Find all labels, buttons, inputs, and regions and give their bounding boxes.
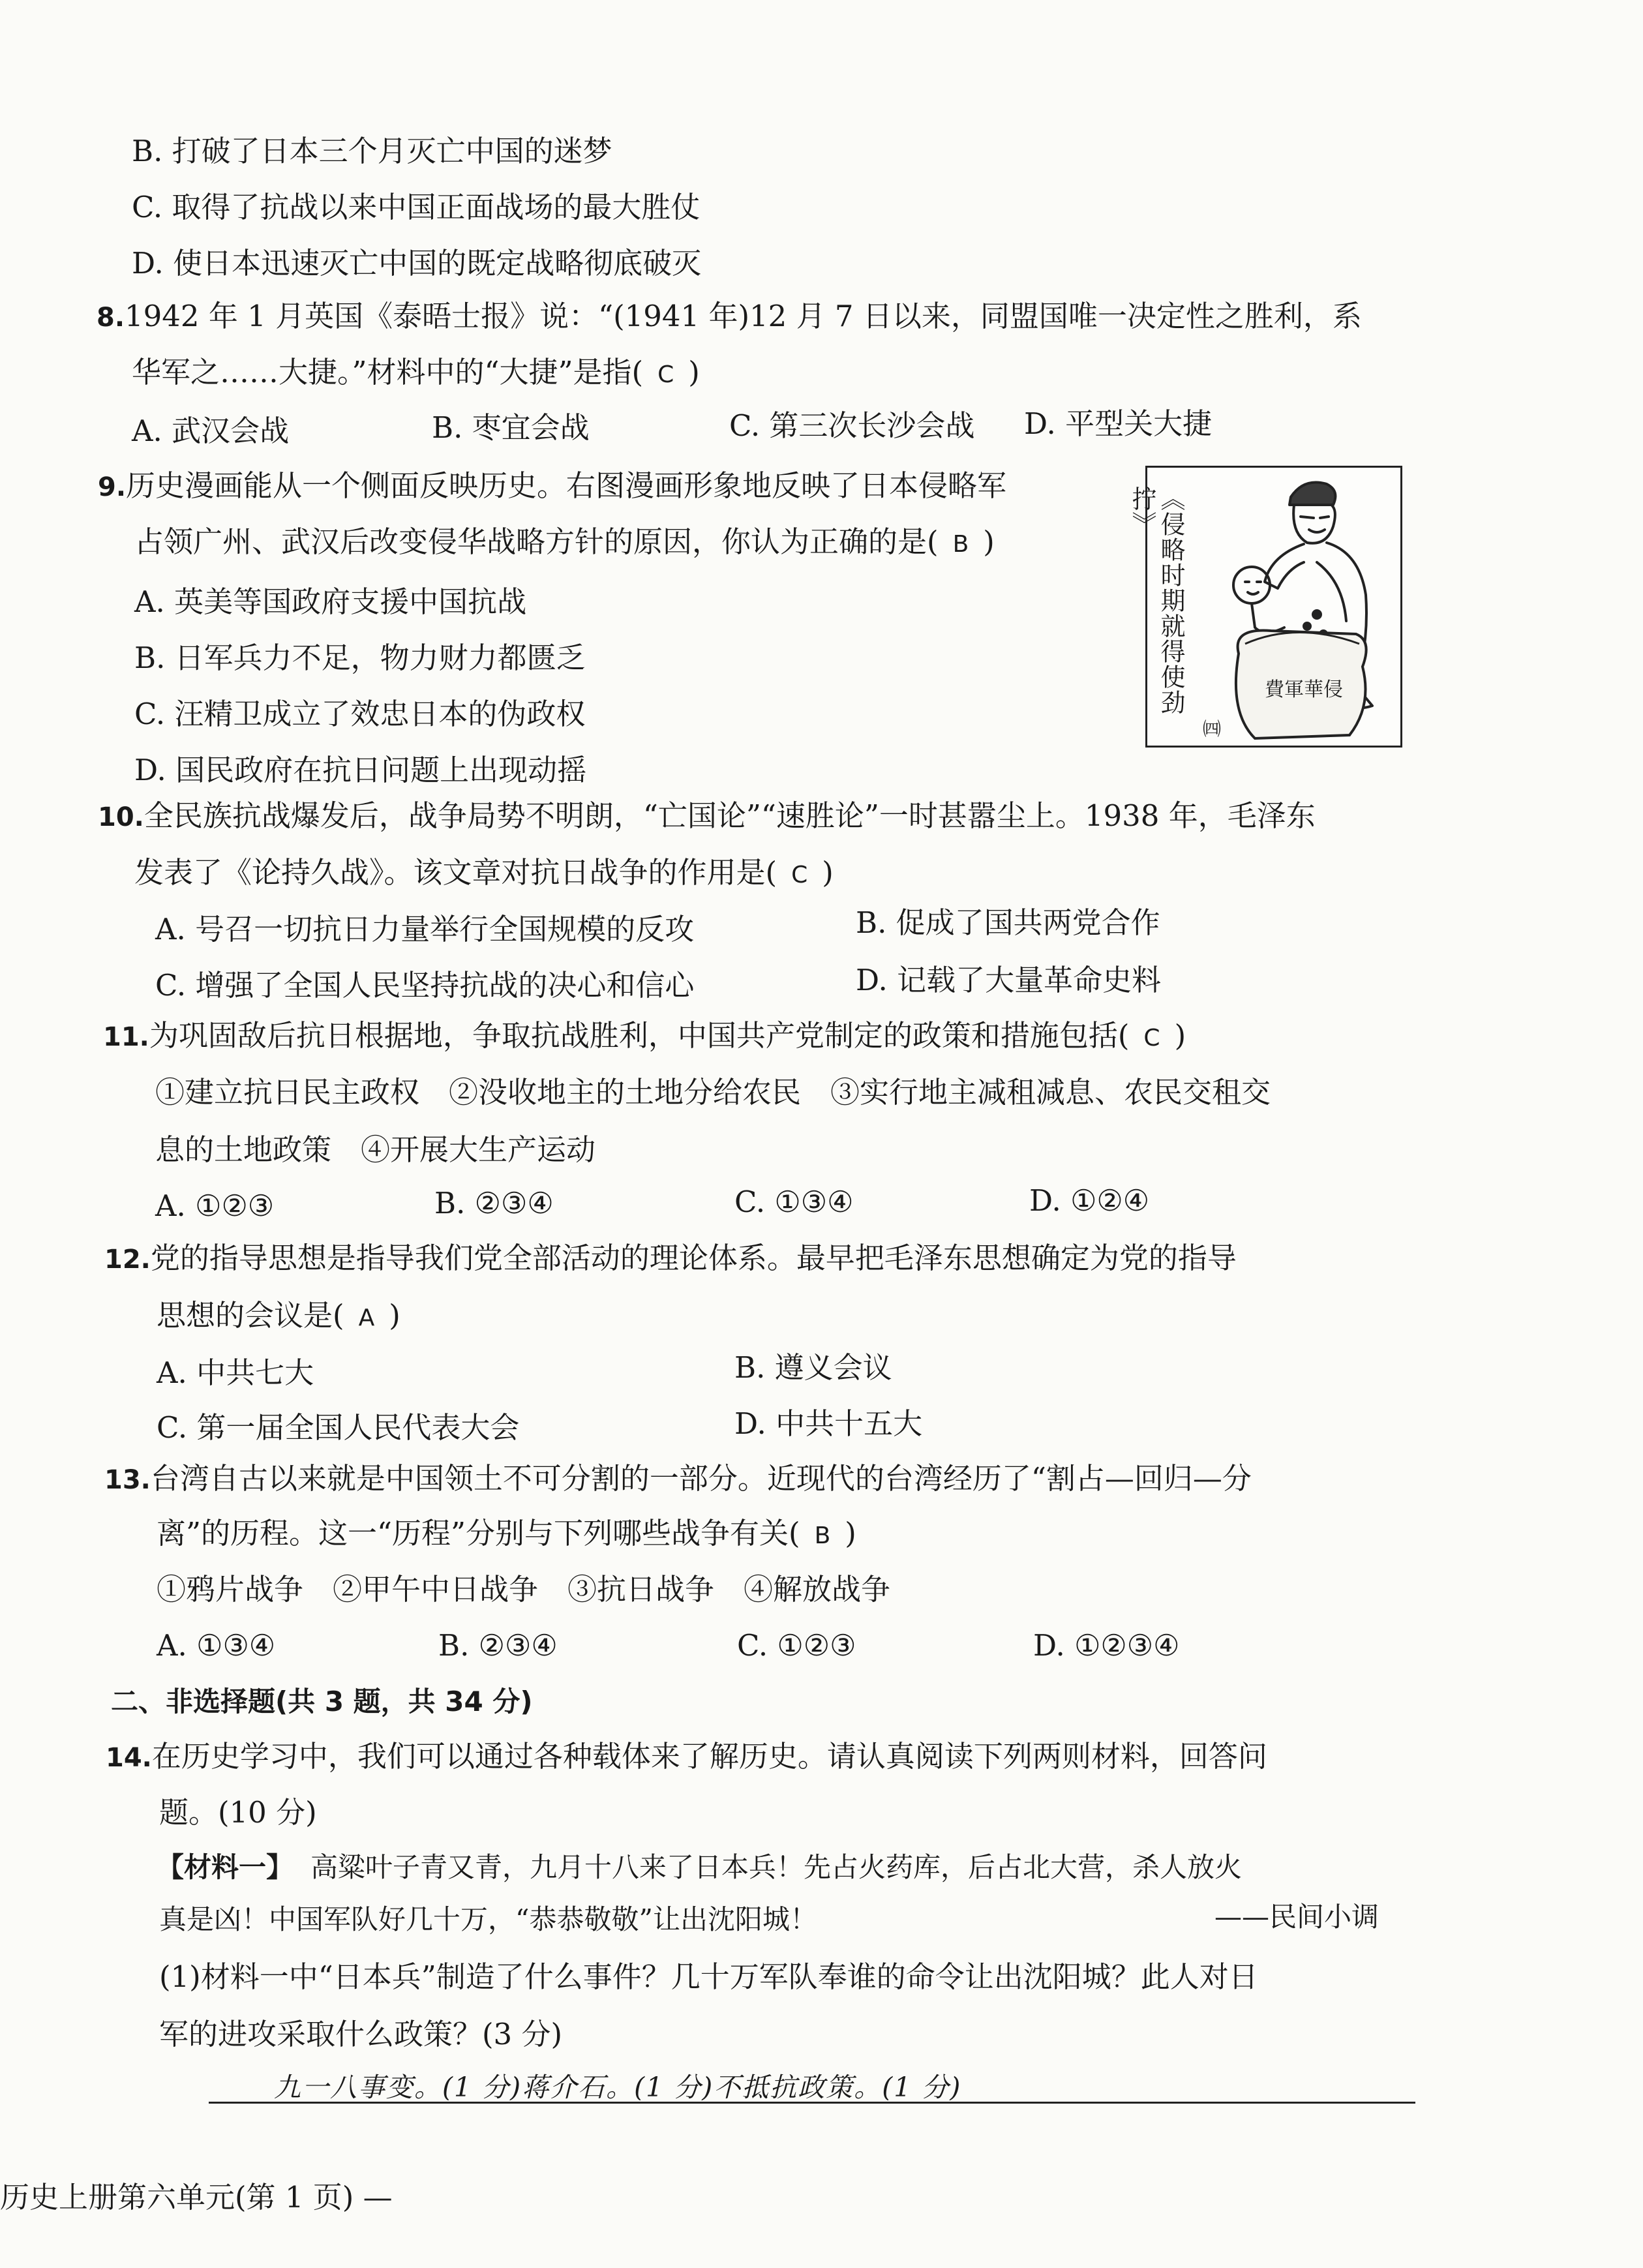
q8-option-b: B. 枣宜会战	[432, 410, 590, 445]
q13-text: 台湾自古以来就是中国领土不可分割的一部分。近现代的台湾经历了“割占—回归—分	[150, 1461, 1252, 1496]
q13-option-b: B. ②③④	[438, 1628, 558, 1663]
q8-option-a: A. 武汉会战	[132, 414, 290, 448]
q9-close: )	[983, 524, 995, 559]
q11-items-line1: ①建立抗日民主政权 ②没收地主的土地分给农民 ③实行地主减租减息、农民交租交	[155, 1075, 1271, 1110]
material1-text: 高粱叶子青又青，九月十八来了日本兵！先占火药库，后占北大营，杀人放火	[310, 1851, 1243, 1883]
q12-text-2: 思想的会议是(	[157, 1298, 344, 1333]
q12-option-c: C. 第一届全国人民代表大会	[157, 1410, 520, 1445]
material1-line1	[157, 1851, 1243, 1883]
q7-option-d: D. 使日本迅速灭亡中国的既定战略彻底破灭	[132, 246, 702, 280]
q13-option-a: A. ①③④	[157, 1628, 276, 1663]
q12-close: )	[389, 1298, 400, 1333]
q9-answer: B	[952, 531, 969, 558]
q12-stem-line1	[104, 1243, 1237, 1273]
q13-number: 13.	[104, 1465, 151, 1495]
cartoon-drawing	[1193, 471, 1402, 745]
q12-answer: A	[358, 1305, 375, 1331]
q14-stem-line1	[106, 1739, 1267, 1774]
q8-number: 8.	[97, 303, 125, 333]
q13-option-c: C. ①②③	[737, 1628, 856, 1663]
q11-answer: C	[1143, 1025, 1160, 1051]
q7-option-b: B. 打破了日本三个月灭亡中国的迷梦	[132, 134, 612, 168]
cartoon-bag-label: 費軍華侵	[1265, 678, 1343, 701]
q12-option-d: D. 中共十五大	[734, 1406, 923, 1441]
q14-stem-line2: 题。(10 分)	[159, 1795, 317, 1830]
material1-label: 【材料一】	[157, 1851, 294, 1883]
q13-text-2: 离”的历程。这一“历程”分别与下列哪些战争有关(	[157, 1516, 800, 1550]
q10-option-d: D. 记载了大量革命史料	[856, 963, 1162, 997]
q10-option-a: A. 号召一切抗日力量举行全国规模的反攻	[155, 912, 695, 946]
q8-answer: C	[657, 361, 674, 388]
q11-option-d: D. ①②④	[1029, 1183, 1150, 1218]
q12-stem-line2	[157, 1298, 400, 1333]
q9-stem-line1	[98, 468, 1007, 503]
cartoon-corner-mark: ㈣	[1203, 718, 1222, 740]
q9-text-2: 占领广州、武汉后改变侵华战略方针的原因，你认为正确的是(	[134, 524, 939, 559]
q11-option-c: C. ①③④	[734, 1185, 854, 1219]
q10-number: 10.	[98, 802, 144, 832]
page-footer: 历史上册第六单元(第 1 页) —	[0, 2180, 393, 2215]
q13-items: ①鸦片战争 ②甲午中日战争 ③抗日战争 ④解放战争	[157, 1572, 891, 1607]
q13-close: )	[845, 1516, 856, 1550]
q8-stem-line2	[132, 357, 700, 387]
q13-stem-line2	[157, 1516, 856, 1550]
material1-source: ——民间小调	[1214, 1901, 1379, 1933]
q10-text: 全民族抗战爆发后，战争局势不明朗，“亡国论”“速胜论”一时甚嚣尘上。1938 年，毛泽东	[143, 798, 1316, 833]
q10-answer: C	[791, 862, 808, 888]
q8-option-d: D. 平型关大捷	[1024, 406, 1213, 441]
q9-text: 历史漫画能从一个侧面反映历史。右图漫画形象地反映了日本侵略军	[126, 468, 1007, 503]
q12-number: 12.	[104, 1245, 151, 1275]
q10-text-2: 发表了《论持久战》。该文章对抗日战争的作用是(	[134, 855, 777, 890]
q11-option-b: B. ②③④	[434, 1186, 554, 1220]
q10-stem-line2	[134, 855, 834, 890]
q9-option-d: D. 国民政府在抗日问题上出现动摇	[134, 753, 587, 787]
q9-option-a: A. 英美等国政府支援中国抗战	[134, 584, 527, 619]
q8-option-c: C. 第三次长沙会战	[729, 408, 975, 443]
q9-option-b: B. 日军兵力不足，物力财力都匮乏	[134, 641, 586, 675]
q13-stem-line1	[104, 1461, 1252, 1496]
q11-text: 为巩固敌后抗日根据地，争取抗战胜利，中国共产党制定的政策和措施包括(	[149, 1018, 1130, 1053]
material1-line2: 真是凶！中国军队好几十万，“恭恭敬敬”让出沈阳城！	[159, 1903, 817, 1935]
section-heading: 二、非选择题(共 3 题，共 34 分)	[111, 1686, 533, 1717]
q8-text-2: 华军之……大捷。”材料中的“大捷”是指(	[132, 355, 644, 389]
q8-text: 1942 年 1 月英国《泰晤士报》说：“(1941 年)12 月 7 日以来，同盟国唯一决定性之胜利，系	[125, 299, 1362, 333]
q11-option-a: A. ①②③	[155, 1188, 275, 1223]
answer-line	[209, 2102, 1415, 2104]
q11-items-line2: 息的土地政策 ④开展大生产运动	[155, 1132, 596, 1167]
q14-sub1-line1: (1)材料一中“日本兵”制造了什么事件？几十万军队奉谁的命令让出沈阳城？此人对日	[159, 1959, 1258, 1994]
q14-number: 14.	[106, 1743, 152, 1773]
q12-text: 党的指导思想是指导我们党全部活动的理论体系。最早把毛泽东思想确定为党的指导	[150, 1241, 1237, 1275]
q10-stem-line1	[98, 798, 1316, 833]
q13-answer: B	[814, 1522, 831, 1549]
q9-option-c: C. 汪精卫成立了效忠日本的伪政权	[134, 697, 586, 731]
q11-close: )	[1174, 1018, 1186, 1053]
q11-number: 11.	[103, 1022, 149, 1052]
cartoon-illustration	[1128, 466, 1402, 748]
q10-option-b: B. 促成了国共两党合作	[856, 905, 1160, 940]
q8-stem-line1	[97, 301, 1362, 331]
q9-stem-line2	[134, 524, 995, 559]
q9-number: 9.	[98, 472, 127, 502]
q10-option-c: C. 增强了全国人民坚持抗战的决心和信心	[155, 968, 695, 1003]
q14-text: 在历史学习中，我们可以通过各种载体来了解历史。请认真阅读下列两则材料，回答问	[151, 1739, 1267, 1774]
q10-close: )	[822, 855, 834, 890]
q7-option-c: C. 取得了抗战以来中国正面战场的最大胜仗	[132, 190, 701, 224]
q12-option-b: B. 遵义会议	[734, 1350, 892, 1385]
q14-sub1-answer: 九一八事变。(1 分)蒋介石。(1 分)不抵抗政策。(1 分)	[274, 2072, 962, 2103]
q8-close: )	[688, 355, 700, 389]
q12-option-a: A. 中共七大	[157, 1355, 314, 1390]
cartoon-caption: 《侵略时期就得使劲拧》	[1128, 486, 1185, 715]
q14-sub1-line2: 军的进攻采取什么政策？(3 分)	[159, 2017, 563, 2051]
q11-stem-line1	[103, 1018, 1186, 1053]
q13-option-d: D. ①②③④	[1033, 1628, 1180, 1663]
